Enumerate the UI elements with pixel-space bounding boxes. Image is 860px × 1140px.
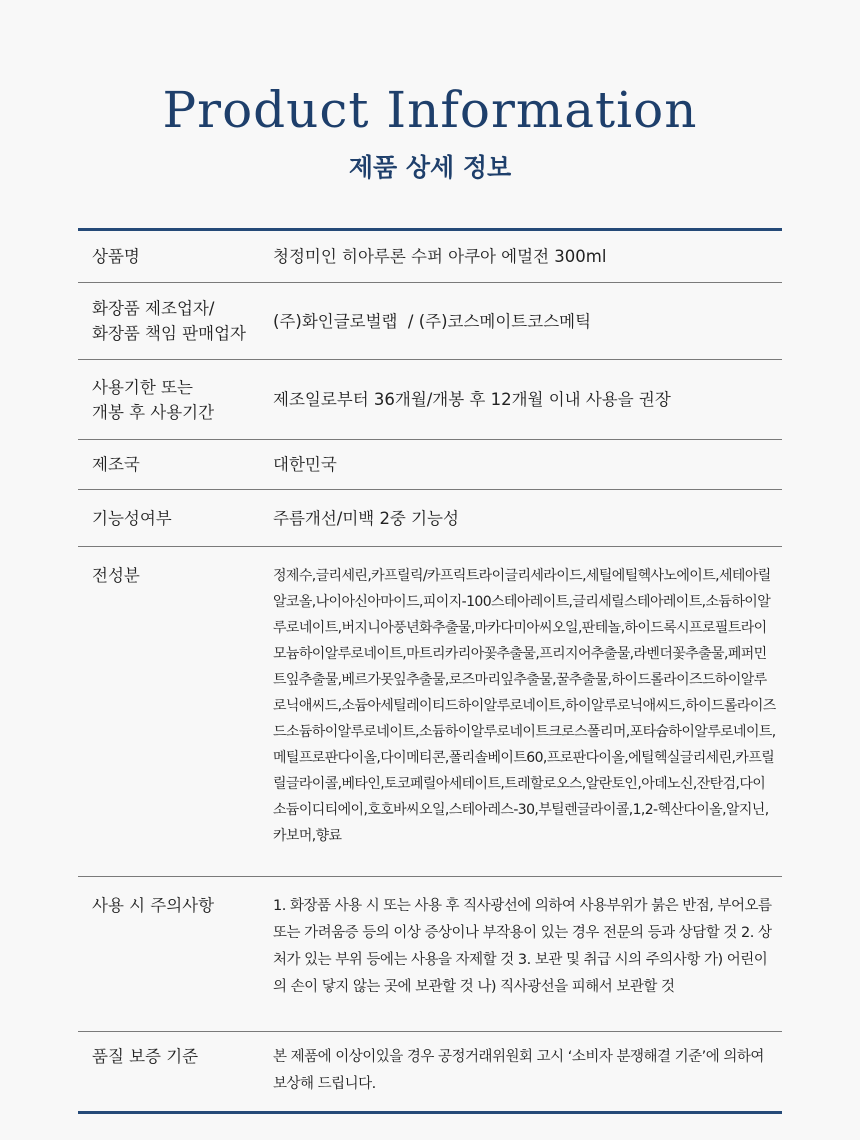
row-value: (주)화인글로벌랩 / (주)코스메이트코스메틱 (273, 311, 592, 331)
table-row-quality-guarantee (78, 1031, 782, 1111)
ingredients-list: 정제수,글리세린,카프릴릭/카프릭트라이글리세라이드,세틸에틸헥사노에이트,세테아릴알코올,나이아신아마이드,피이지-100스테아레이트,글리세릴스테아레이트,소듐하이알루로네이트,버지니아풍년화추출물,마카다미아씨오일,판테놀,하이드록시프로필트라이모늄하이알루로네이트,마트리카리아꽃추출물,프리지어추출물,라벤더꽃추출물,페퍼민트잎추출물,베르가못잎추출물,로즈마리잎추출물,꿀추출물,하이드롤라이즈드하이알루로닉애씨드,소듐아세틸레이티드하이알루로네이트,하이알루로닉애씨드,하이드롤라이즈드소듐하이알루로네이트,소듐하이알루로네이트크로스폴리머,포타슘하이알루로네이트,메틸프로판다이올,다이메티콘,폴리솔베이트60,프로판다이올,에틸헥실글리세린,카프릴릴글라이콜,베타인,토코페릴아세테이트,트레할로오스,알란토인,아데노신,잔탄검,다이소듐이디티에이,호호바씨오일,스테아레스-30,부틸렌글라이콜,1,2-헥산다이올,알지닌,카보머,향료 (273, 568, 776, 844)
product-info-table (78, 228, 782, 1114)
precautions-text: 1. 화장품 사용 시 또는 사용 후 직사광선에 의하여 사용부위가 붉은 반점, 부어오름 또는 가려움증 등의 이상 증상이나 부작용이 있는 경우 전문의 등과 상담할 것 2. 상처가 있는 부위 등에는 사용을 자제할 것 3. 보관 및 취급 시의 주의사항 가) 어린이의 손이 닿지 않는 곳에 보관할 것 나) 직사광선을 피해서 보관할 것 (273, 898, 772, 995)
row-value: 주름개선/미백 2중 기능성 (273, 508, 459, 528)
table-row-functionality (78, 489, 782, 546)
table-row-precautions (78, 876, 782, 1031)
table-row-country (78, 439, 782, 489)
row-value: 제조일로부터 36개월/개봉 후 12개월 이내 사용을 권장 (273, 390, 671, 409)
page-title-korean: 제품 상세 정보 (348, 153, 512, 182)
row-label-line: 화장품 책임 판매업자 (92, 324, 246, 343)
row-label: 기능성여부 (92, 508, 172, 528)
row-label (78, 296, 273, 346)
table-row-manufacturer (78, 282, 782, 359)
row-label (78, 375, 273, 425)
row-value: 대한민국 (273, 455, 337, 474)
row-label: 상품명 (92, 247, 140, 266)
row-label: 제조국 (92, 455, 140, 474)
table-row-product-name (78, 231, 782, 282)
row-label: 사용 시 주의사항 (92, 896, 215, 915)
page-title-english: Product Information (162, 81, 698, 139)
row-label-line: 사용기한 또는 (92, 377, 193, 397)
row-label: 전성분 (92, 566, 140, 585)
quality-guarantee-text: 본 제품에 이상이있을 경우 공정거래위원회 고시 ‘소비자 분쟁해결 기준’에 의하여 보상해 드립니다. (273, 1049, 764, 1092)
row-label: 품질 보증 기준 (92, 1047, 199, 1066)
row-value: 청정미인 히아루론 수퍼 아쿠아 에멀전 300ml (273, 247, 607, 266)
row-label-line: 개봉 후 사용기간 (92, 402, 215, 422)
table-row-ingredients (78, 546, 782, 876)
table-row-expiry (78, 359, 782, 439)
row-label-line: 화장품 제조업자/ (92, 299, 215, 318)
